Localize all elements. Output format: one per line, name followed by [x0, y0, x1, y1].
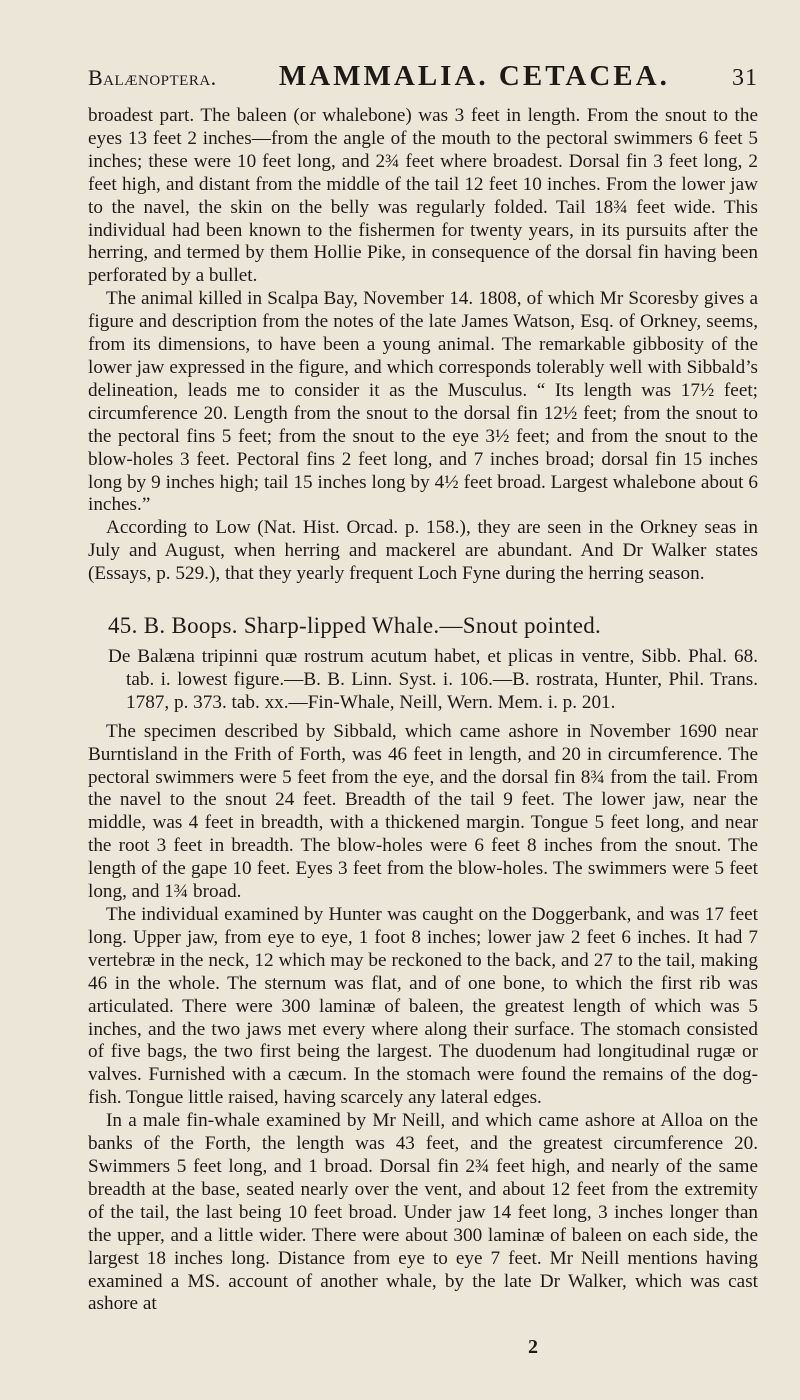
- species-heading: 45. B. Boops. Sharp-lipped Whale.—Snout pointed.: [108, 613, 602, 639]
- running-head: [88, 62, 758, 91]
- running-head-genus: Balænoptera.: [88, 65, 217, 90]
- paragraph-continued: broadest part. The baleen (or whalebone) was 3 feet in length. From the snout to the eyes 13 feet 2 inches—from the angle of the mouth to the pectoral swimmers 6 feet 5 inches; these were 10 feet long, and 2¾ feet where broadest. Dorsal fin 3 feet long, 2 feet high, and distant from the middle of the tail 12 feet 10 inches. From the lower jaw to the navel, the skin on the belly was regularly folded. Tail 18¾ feet wide. This individual had been known to the fishermen for twenty years, in its pursuits after the herring, and termed by them Hollie Pike, in consequence of the dorsal fin having been perforated by a bullet.: [88, 105, 758, 287]
- paragraph-low-walker: According to Low (Nat. Hist. Orcad. p. 158.), they are seen in the Orkney seas in July and August, when herring and mackerel are abundant. And Dr Walker states (Essays, p. 529.), that they yearly frequent Loch Fyne during the herring season.: [88, 517, 758, 585]
- signature-mark: 2: [528, 1336, 538, 1358]
- running-head-title: MAMMALIA. CETACEA.: [278, 60, 670, 92]
- paragraph-sibbald: The specimen described by Sibbald, which came ashore in November 1690 near Burntisland in the Frith of Forth, was 46 feet in length, and 20 in circumference. The pectoral swimmers were 5 feet from the eye, and the dorsal fin 8¾ from the tail. From the navel to the snout 24 feet. Breadth of the tail 9 feet. The lower jaw, near the middle, was 4 feet in breadth, with a thickened margin. Tongue 5 feet long, and near the root 3 feet in breadth. The blow-holes were 6 feet 8 inches from the snout. The length of the gape 10 feet. Eyes 3 feet from the blow-holes. The swimmers were 5 feet long, and 1¾ broad.: [88, 720, 758, 903]
- paragraph-hunter: The individual examined by Hunter was caught on the Doggerbank, and was 17 feet long. Upper jaw, from eye to eye, 1 foot 8 inches; lower jaw 2 feet 6 inches. It had 7 vertebræ in the neck, 12 which may be reckoned to the back, and 27 to the tail, making 46 in the whole. The sternum was flat, and of one bone, to which the first rib was articulated. There were 300 laminæ of baleen, the greatest length of which was 5 inches, and the two jaws met every where along their surface. The stomach consisted of five bags, the two first being the largest. The duodenum had longitudinal rugæ or valves. Furnished with a cæcum. In the stomach were found the remains of the dog-fish. Tongue little raised, having scarcely any lateral edges.: [88, 904, 758, 1109]
- paragraph-scalpa-bay: The animal killed in Scalpa Bay, November 14. 1808, of which Mr Scoresby gives a figure and description from the notes of the late James Watson, Esq. of Orkney, seems, from its dimensions, to have been a young animal. The remarkable gibbosity of the lower jaw expressed in the figure, and which corresponds tolerably well with Sibbald’s delineation, leads me to consider it as the Musculus. “ Its length was 17½ feet; circumference 20. Length from the snout to the dorsal fin 12½ feet; from the snout to the pectoral fins 5 feet; from the snout to the eye 3½ feet; and from the snout to the blow-holes 3 feet. Pectoral fins 2 feet long, and 7 inches broad; dorsal fin 15 inches long by 9 inches high; tail 15 inches long by 4½ feet broad. Largest whalebone about 6 inches.”: [88, 288, 758, 516]
- species-synonymy: De Balæna tripinni quæ rostrum acutum habet, et plicas in ventre, Sibb. Phal. 68. tab. i. lowest figure.—B. B. Linn. Syst. i. 106.—B. rostrata, Hunter, Phil. Trans. 1787, p. 373. tab. xx.—Fin-Whale, Neill, Wern. Mem. i. p. 201.: [108, 646, 758, 713]
- paragraph-neill: In a male fin-whale examined by Mr Neill, and which came ashore at Alloa on the banks of the Forth, the length was 43 feet, and the greatest circumference 20. Swimmers 5 feet long, and 1 broad. Dorsal fin 2¾ feet high, and nearly of the same breadth at the base, seated nearly over the vent, and about 12 feet from the extremity of the tail, the last being 10 feet broad. Under jaw 14 feet long, 3 inches longer than the upper, and a little wider. There were about 300 laminæ of baleen on each side, the largest 18 inches long. Distance from eye to eye 7 feet. Mr Neill mentions having examined a MS. account of another whale, by the late Dr Walker, which was cast ashore at: [88, 1110, 758, 1315]
- page-number: 31: [732, 65, 758, 91]
